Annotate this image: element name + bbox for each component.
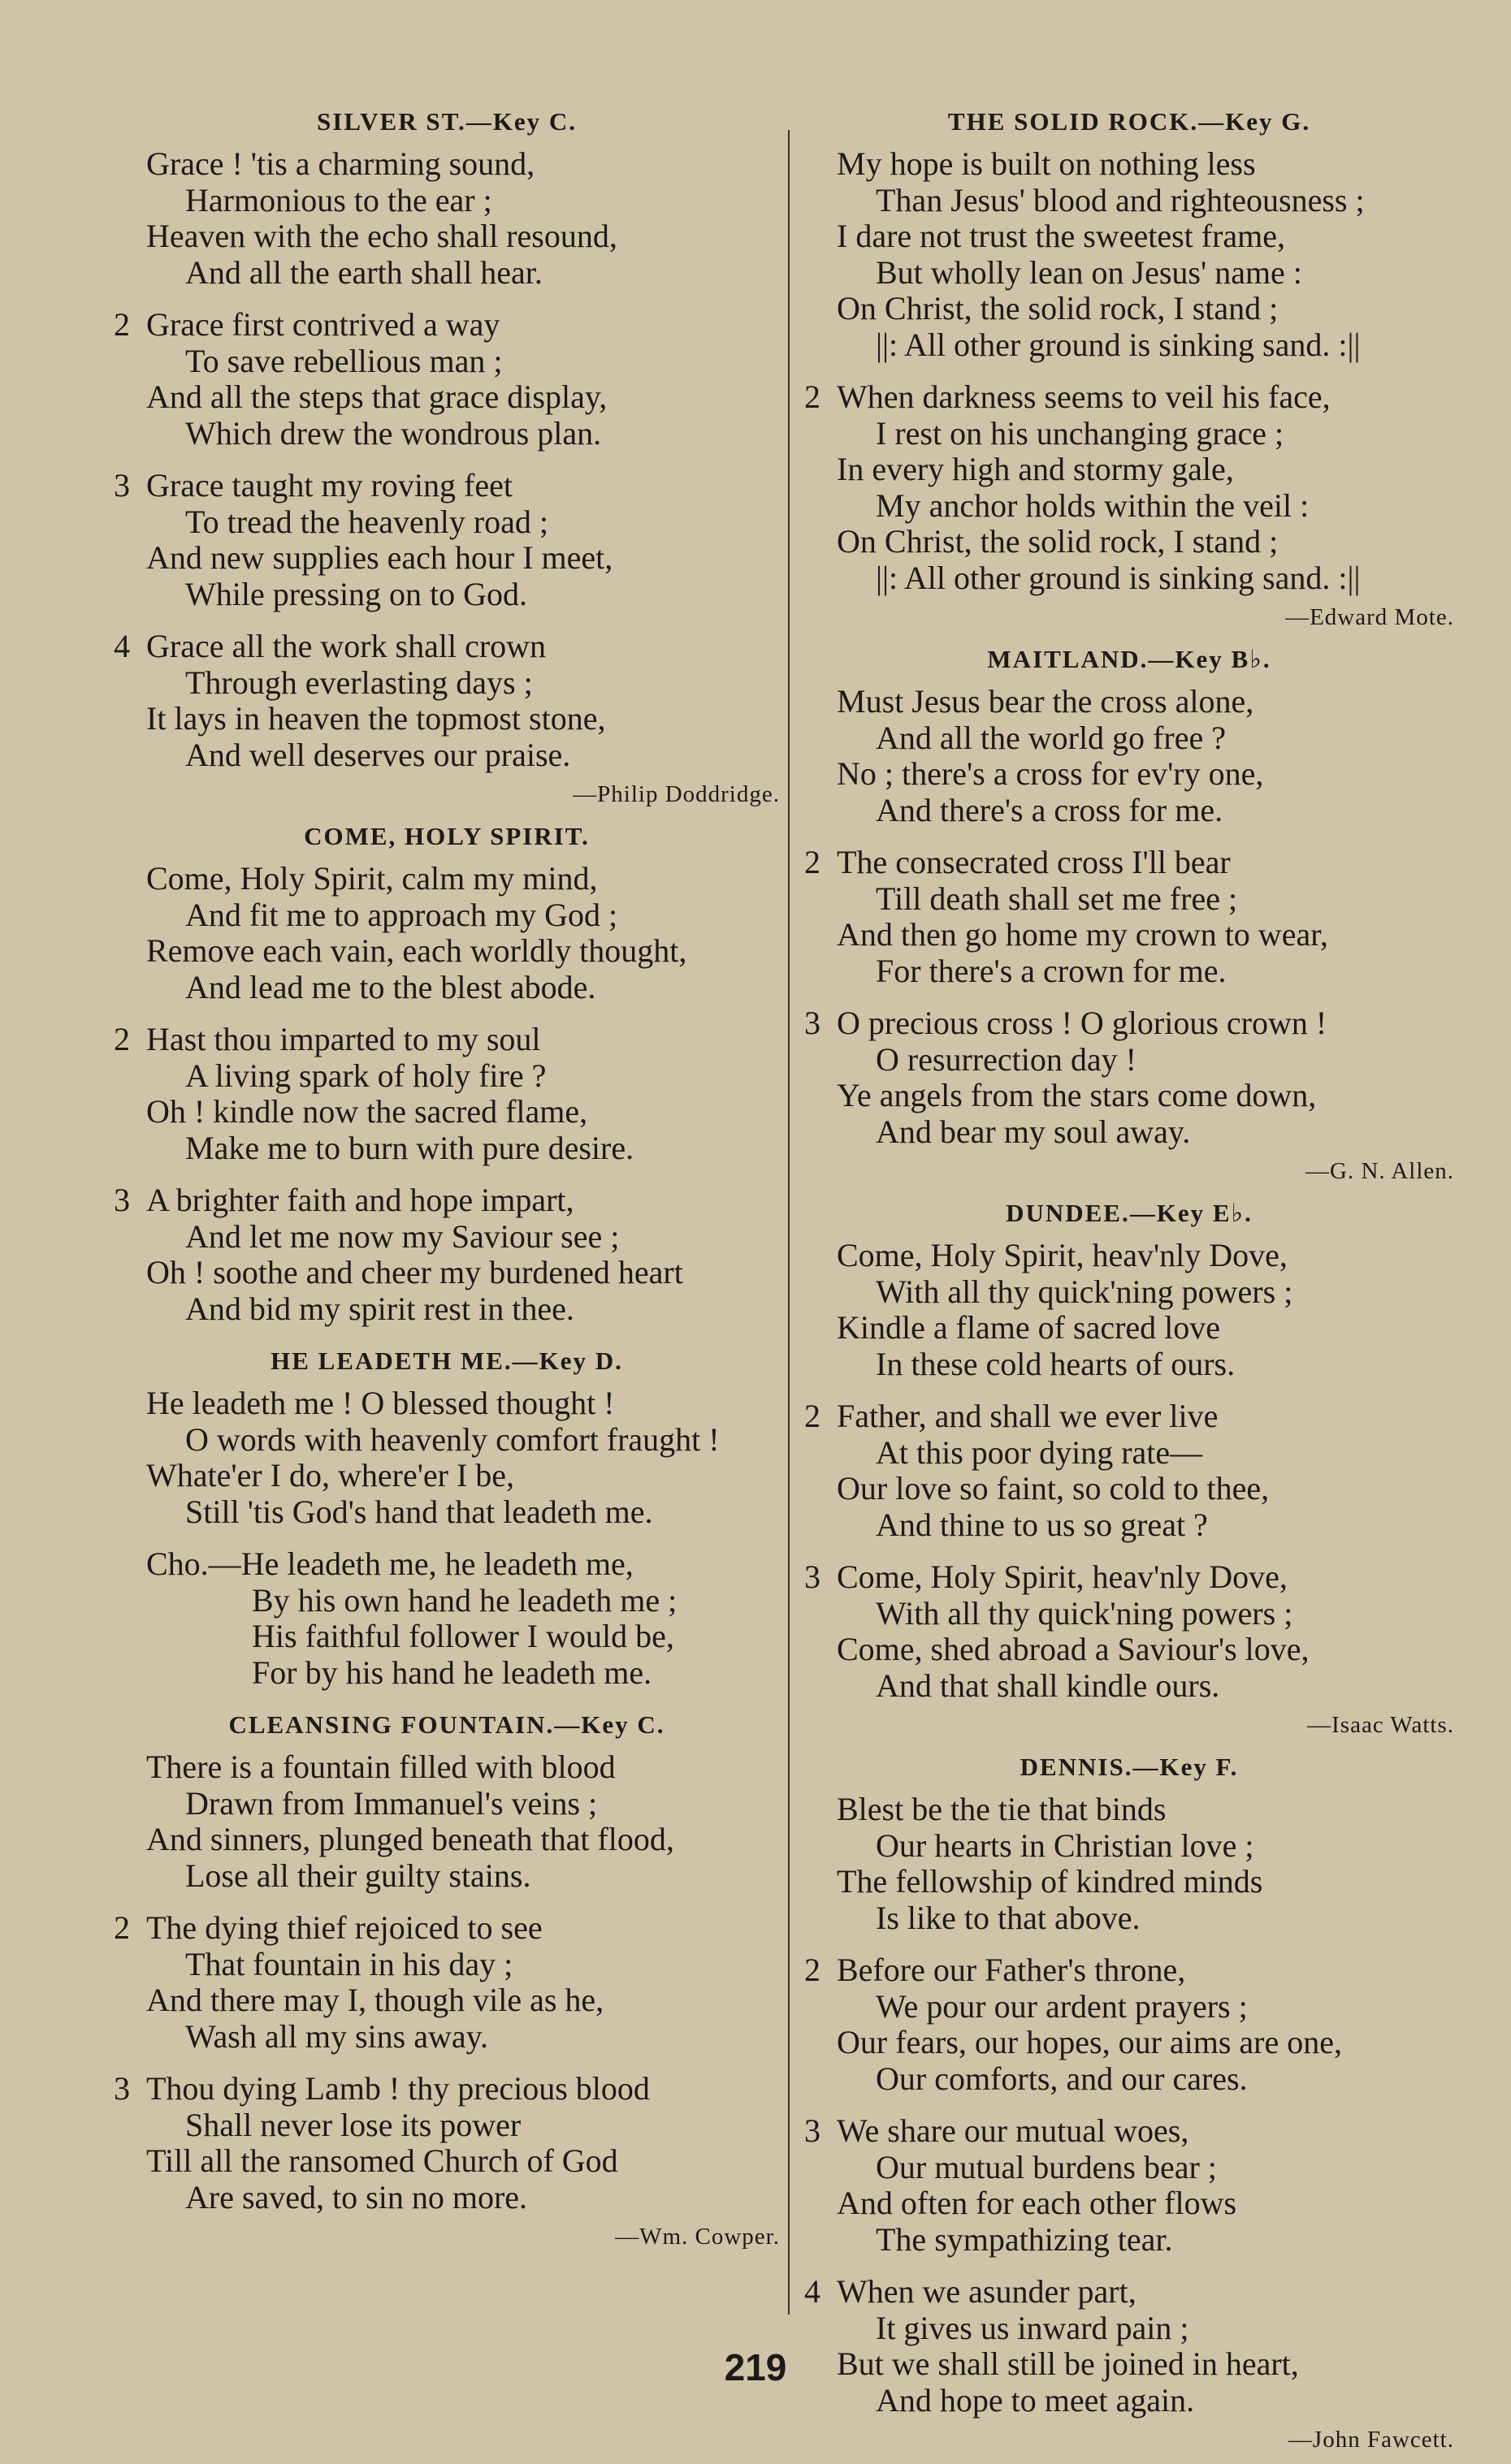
verse-text: Thou dying Lamb ! thy precious blood <box>146 2070 650 2107</box>
stanza-number: 4 <box>114 628 130 664</box>
stanza-number: 2 <box>804 844 820 880</box>
verse-line <box>114 1255 780 1291</box>
verse-line <box>114 1947 780 1983</box>
verse-line <box>114 1130 780 1167</box>
stanza <box>804 1792 1454 1936</box>
verse-line <box>804 1632 1454 1668</box>
verse-text: A living spark of holy fire ? <box>185 1057 547 1094</box>
verse-line <box>114 1219 780 1256</box>
verse-line <box>804 1471 1454 1507</box>
stanza <box>114 146 780 291</box>
verse-text: And often for each other flows <box>837 2185 1237 2221</box>
verse-text: And all the earth shall hear. <box>185 253 543 291</box>
verse-text: Our mutual burdens bear ; <box>876 2148 1217 2185</box>
stanza <box>114 1022 780 1166</box>
verse-line <box>114 307 780 344</box>
hymn <box>114 104 780 809</box>
verse-text: Come, Holy Spirit, heav'nly Dove, <box>837 1558 1288 1595</box>
right-column <box>804 104 1454 2464</box>
stanza <box>114 468 780 612</box>
verse-line <box>114 1858 780 1895</box>
verse-line <box>114 255 780 292</box>
verse-line <box>114 1182 780 1219</box>
verse-text: Our fears, our hopes, our aims are one, <box>837 2024 1343 2060</box>
verse-text: Come, shed abroad a Saviour's love, <box>837 1631 1310 1667</box>
verse-text: And then go home my crown to wear, <box>837 916 1328 953</box>
verse-line <box>804 2311 1454 2347</box>
verse-text: Whate'er I do, where'er I be, <box>146 1457 515 1494</box>
verse-text: I dare not trust the sweetest frame, <box>837 218 1286 254</box>
verse-line <box>804 327 1454 364</box>
verse-line <box>804 2113 1454 2150</box>
verse-line <box>114 1583 780 1619</box>
verse-line <box>114 468 780 504</box>
verse-line <box>114 933 780 970</box>
verse-text: There is a fountain filled with blood <box>146 1749 616 1785</box>
verse-line <box>114 1749 780 1786</box>
verse-line <box>114 2180 780 2216</box>
hymn-attribution: —G. N. Allen. <box>1305 1158 1454 1184</box>
stanza <box>114 861 780 1005</box>
verse-line <box>804 2185 1454 2222</box>
stanza <box>114 1385 780 1530</box>
verse-line <box>114 1385 780 1422</box>
verse-text: O words with heavenly comfort fraught ! <box>185 1420 720 1458</box>
verse-text: Kindle a flame of sacred love <box>837 1309 1221 1346</box>
verse-line <box>114 146 780 183</box>
verse-text: That fountain in his day ; <box>185 1945 513 1982</box>
verse-line <box>114 416 780 452</box>
verse-text: Hast thou imparted to my soul <box>146 1021 541 1057</box>
verse-line <box>114 1786 780 1822</box>
verse-line <box>114 861 780 897</box>
verse-line <box>114 1910 780 1947</box>
verse-line <box>804 2061 1454 2098</box>
verse-text: For there's a crown for me. <box>876 952 1227 989</box>
verse-text: Father, and shall we ever live <box>837 1398 1219 1434</box>
verse-text: Grace first contrived a way <box>146 306 500 343</box>
verse-line <box>114 344 780 380</box>
stanza-number: 2 <box>804 1398 820 1434</box>
verse-text: And there's a cross for me. <box>876 791 1223 828</box>
verse-line <box>804 1596 1454 1632</box>
verse-line <box>114 1494 780 1531</box>
verse-line <box>114 540 780 577</box>
verse-line <box>114 1655 780 1692</box>
hymn-title: COME, HOLY SPIRIT. <box>304 822 590 850</box>
hymn-title: THE SOLID ROCK.—Key G. <box>947 107 1311 136</box>
verse-text: Make me to burn with pure desire. <box>185 1129 634 1166</box>
verse-text: Our hearts in Christian love ; <box>876 1826 1254 1864</box>
stanza <box>804 1559 1454 1704</box>
stanza <box>804 1952 1454 2097</box>
verse-line <box>114 1546 780 1583</box>
column-divider <box>788 130 790 2315</box>
verse-text: And hope to meet again. <box>876 2381 1195 2419</box>
verse-line <box>804 1864 1454 1900</box>
verse-text: On Christ, the solid rock, I stand ; <box>837 523 1279 560</box>
verse-line <box>804 1042 1454 1079</box>
verse-text: Drawn from Immanuel's veins ; <box>185 1784 598 1822</box>
verse-line <box>804 524 1454 560</box>
verse-line <box>804 1559 1454 1596</box>
hymn-title: SILVER ST.—Key C. <box>317 107 577 136</box>
verse-text: Through everlasting days ; <box>185 664 533 701</box>
verse-line <box>804 1310 1454 1347</box>
verse-text: Our love so faint, so cold to thee, <box>837 1470 1270 1506</box>
verse-line <box>804 1347 1454 1383</box>
verse-text: And lead me to the blest abode. <box>185 968 596 1005</box>
verse-text: Still 'tis God's hand that leadeth me. <box>185 1493 653 1530</box>
stanza-number: 3 <box>114 1182 130 1218</box>
stanza <box>114 629 780 773</box>
verse-text: Heaven with the echo shall resound, <box>146 218 617 254</box>
verse-line <box>804 917 1454 953</box>
verse-line <box>804 2150 1454 2186</box>
verse-line <box>804 1435 1454 1472</box>
hymn-title: CLEANSING FOUNTAIN.—Key C. <box>228 1710 665 1739</box>
stanza <box>804 1398 1454 1543</box>
left-column <box>114 104 780 2261</box>
verse-text: And that shall kindle ours. <box>876 1666 1220 1704</box>
verse-line <box>804 452 1454 488</box>
hymn <box>804 104 1454 632</box>
verse-line <box>114 1619 780 1655</box>
verse-text: And there may I, though vile as he, <box>146 1982 604 2018</box>
verse-text: When darkness seems to veil his face, <box>837 378 1331 415</box>
verse-text: Wash all my sins away. <box>185 2017 489 2055</box>
verse-text: The sympathizing tear. <box>876 2220 1173 2258</box>
stanza-number: 2 <box>114 1909 130 1946</box>
verse-line <box>114 1458 780 1494</box>
verse-text: In these cold hearts of ours. <box>876 1345 1236 1382</box>
verse-line <box>804 146 1454 183</box>
verse-text: The consecrated cross I'll bear <box>837 844 1231 880</box>
verse-text: And sinners, plunged beneath that flood, <box>146 1821 674 1857</box>
verse-text: And bid my spirit rest in thee. <box>185 1290 574 1327</box>
verse-line <box>804 218 1454 255</box>
verse-line <box>114 1422 780 1459</box>
hymn-title: MAITLAND.—Key B♭. <box>987 645 1271 673</box>
stanza <box>114 307 780 452</box>
verse-text: No ; there's a cross for ev'ry one, <box>837 755 1264 792</box>
verse-text: It gives us inward pain ; <box>876 2309 1189 2346</box>
verse-text: And new supplies each hour I meet, <box>146 539 613 576</box>
stanza-number: 3 <box>804 2112 820 2149</box>
stanza-number: 2 <box>804 1952 820 1988</box>
verse-text: Which drew the wondrous plan. <box>185 414 602 452</box>
stanza <box>114 1910 780 2055</box>
verse-line <box>804 1078 1454 1114</box>
verse-text: Is like to that above. <box>876 1899 1141 1936</box>
hymn <box>804 1195 1454 1740</box>
verse-line <box>114 665 780 702</box>
verse-text: Before our Father's throne, <box>837 1952 1186 1988</box>
verse-text: Blest be the tie that binds <box>837 1791 1167 1827</box>
verse-line <box>804 1792 1454 1828</box>
verse-text: ||: All other ground is sinking sand. :|| <box>876 326 1361 363</box>
verse-line <box>114 183 780 219</box>
hymn-attribution: —Wm. Cowper. <box>615 2224 780 2250</box>
verse-text: The dying thief rejoiced to see <box>146 1909 543 1946</box>
verse-line <box>114 629 780 665</box>
verse-text: Ye angels from the stars come down, <box>837 1077 1317 1113</box>
verse-line <box>804 291 1454 327</box>
verse-text: Grace ! 'tis a charming sound, <box>146 145 535 182</box>
stanza-number: 3 <box>114 2070 130 2107</box>
stanza-number: 3 <box>804 1558 820 1595</box>
hymn <box>114 1343 780 1691</box>
verse-text: At this poor dying rate— <box>876 1433 1203 1471</box>
verse-text: On Christ, the solid rock, I stand ; <box>837 290 1279 326</box>
verse-line <box>804 756 1454 793</box>
verse-line <box>804 1989 1454 2025</box>
hymn-title: DENNIS.—Key F. <box>1020 1753 1239 1781</box>
verse-text: O resurrection day ! <box>876 1040 1136 1078</box>
verse-text: Oh ! kindle now the sacred flame, <box>146 1093 588 1130</box>
verse-line <box>804 953 1454 990</box>
verse-text: Our comforts, and our cares. <box>876 2060 1248 2097</box>
verse-line <box>804 684 1454 720</box>
verse-line <box>804 1507 1454 1544</box>
verse-text: It lays in heaven the topmost stone, <box>146 700 606 737</box>
stanza-number: 3 <box>804 1005 820 1041</box>
verse-line <box>114 737 780 774</box>
stanza <box>804 379 1454 596</box>
verse-line <box>114 504 780 541</box>
verse-line <box>114 577 780 613</box>
verse-line <box>804 1952 1454 1989</box>
verse-line <box>804 881 1454 918</box>
stanza <box>804 2113 1454 2258</box>
verse-line <box>804 1668 1454 1705</box>
stanza <box>804 845 1454 989</box>
stanza <box>114 2071 780 2215</box>
verse-line <box>804 560 1454 597</box>
verse-text: We share our mutual woes, <box>837 2112 1189 2149</box>
verse-text: A brighter faith and hope impart, <box>146 1182 574 1218</box>
stanza-number: 3 <box>114 467 130 504</box>
verse-line <box>114 1291 780 1328</box>
verse-text: But wholly lean on Jesus' name : <box>876 253 1302 291</box>
verse-text: He leadeth me ! O blessed thought ! <box>146 1385 615 1421</box>
hymn <box>804 642 1454 1186</box>
verse-text: While pressing on to God. <box>185 575 528 612</box>
verse-text: And well deserves our praise. <box>185 736 571 773</box>
verse-line <box>114 701 780 737</box>
verse-line <box>804 793 1454 829</box>
hymn-attribution: —Philip Doddridge. <box>573 781 780 807</box>
verse-text: His faithful follower I would be, <box>252 1618 674 1654</box>
stanza-number: 2 <box>804 378 820 415</box>
verse-text: Till all the ransomed Church of God <box>146 2142 618 2179</box>
verse-line <box>114 1058 780 1095</box>
verse-text: Are saved, to sin no more. <box>185 2178 528 2215</box>
hymn-title: HE LEADETH ME.—Key D. <box>271 1347 623 1375</box>
verse-text: And let me now my Saviour see ; <box>185 1217 620 1255</box>
chorus-label: Cho.— <box>146 1545 241 1582</box>
verse-line <box>114 2071 780 2107</box>
verse-text: The fellowship of kindred minds <box>837 1863 1263 1900</box>
stanza <box>114 1182 780 1327</box>
hymn-attribution: —Edward Mote. <box>1285 604 1454 630</box>
verse-text: To save rebellious man ; <box>185 342 503 379</box>
verse-text: But we shall still be joined in heart, <box>837 2345 1299 2382</box>
verse-line <box>804 1114 1454 1151</box>
stanza-number: 4 <box>804 2273 820 2310</box>
verse-line <box>114 1822 780 1858</box>
verse-line <box>804 1828 1454 1865</box>
verse-text: And all the world go free ? <box>876 719 1226 756</box>
verse-line <box>804 2222 1454 2259</box>
verse-text: My anchor holds within the veil : <box>876 486 1310 524</box>
verse-text: Shall never lose its power <box>185 2106 522 2143</box>
verse-text: By his own hand he leadeth me ; <box>252 1581 678 1619</box>
verse-text: To tread the heavenly road ; <box>185 503 549 540</box>
verse-line <box>804 488 1454 525</box>
stanza <box>804 1005 1454 1150</box>
verse-line <box>804 2274 1454 2311</box>
verse-text: Must Jesus bear the cross alone, <box>837 683 1254 720</box>
hymn-title: DUNDEE.—Key E♭. <box>1006 1199 1253 1227</box>
verse-text: And bear my soul away. <box>876 1113 1191 1150</box>
verse-line <box>804 1900 1454 1937</box>
verse-text: For by his hand he leadeth me. <box>252 1653 652 1691</box>
verse-line <box>114 1982 780 2019</box>
verse-line <box>804 255 1454 292</box>
verse-text: And all the steps that grace display, <box>146 378 608 415</box>
verse-text: Remove each vain, each worldly thought, <box>146 932 687 969</box>
hymn-attribution: —Isaac Watts. <box>1307 1712 1454 1738</box>
verse-line <box>804 845 1454 881</box>
verse-text: Till death shall set me free ; <box>876 880 1238 917</box>
stanza <box>804 684 1454 828</box>
verse-text: Lose all their guilty stains. <box>185 1857 531 1894</box>
stanza <box>804 146 1454 363</box>
verse-line <box>804 720 1454 757</box>
verse-line <box>114 897 780 934</box>
verse-line <box>804 1005 1454 1042</box>
verse-line <box>114 2019 780 2055</box>
stanza <box>804 1238 1454 1382</box>
verse-text: ||: All other ground is sinking sand. :|| <box>876 559 1361 596</box>
page-number: 219 <box>724 2346 787 2388</box>
verse-text: Grace all the work shall crown <box>146 628 547 664</box>
verse-text: We pour our ardent prayers ; <box>876 1987 1248 2025</box>
hymn <box>114 1707 780 2251</box>
verse-line <box>114 2107 780 2144</box>
verse-line <box>114 970 780 1006</box>
hymn <box>114 819 780 1327</box>
verse-text: Grace taught my roving feet <box>146 467 513 504</box>
stanza <box>114 1546 780 1691</box>
verse-line <box>804 1238 1454 1274</box>
verse-text: With all thy quick'ning powers ; <box>876 1594 1293 1632</box>
stanza-number: 2 <box>114 306 130 343</box>
verse-line <box>804 416 1454 452</box>
verse-line <box>114 218 780 255</box>
verse-line <box>804 379 1454 416</box>
stanza <box>114 1749 780 1894</box>
verse-text: When we asunder part, <box>837 2273 1136 2310</box>
verse-line <box>804 1274 1454 1311</box>
verse-text: In every high and stormy gale, <box>837 451 1234 487</box>
verse-text: O precious cross ! O glorious crown ! <box>837 1005 1327 1041</box>
verse-text: Than Jesus' blood and righteousness ; <box>876 181 1365 218</box>
verse-line <box>804 183 1454 219</box>
verse-text: He leadeth me, he leadeth me, <box>240 1545 634 1582</box>
verse-text: Oh ! soothe and cheer my burdened heart <box>146 1254 683 1290</box>
stanza-number: 2 <box>114 1021 130 1057</box>
verse-text: With all thy quick'ning powers ; <box>876 1273 1293 1310</box>
verse-text: And fit me to approach my God ; <box>185 896 618 933</box>
verse-line <box>114 2143 780 2180</box>
verse-text: Come, Holy Spirit, calm my mind, <box>146 860 598 897</box>
verse-line <box>114 1094 780 1130</box>
verse-text: Harmonious to the ear ; <box>185 181 492 218</box>
verse-text: I rest on his unchanging grace ; <box>876 414 1284 452</box>
verse-text: Come, Holy Spirit, heav'nly Dove, <box>837 1237 1288 1273</box>
verse-line <box>804 1398 1454 1435</box>
verse-text: My hope is built on nothing less <box>837 145 1256 182</box>
verse-line <box>804 2025 1454 2061</box>
hymn-attribution: —John Fawcett. <box>1288 2427 1454 2453</box>
verse-text: And thine to us so great ? <box>876 1506 1208 1543</box>
verse-line <box>114 1022 780 1058</box>
verse-line <box>114 379 780 416</box>
